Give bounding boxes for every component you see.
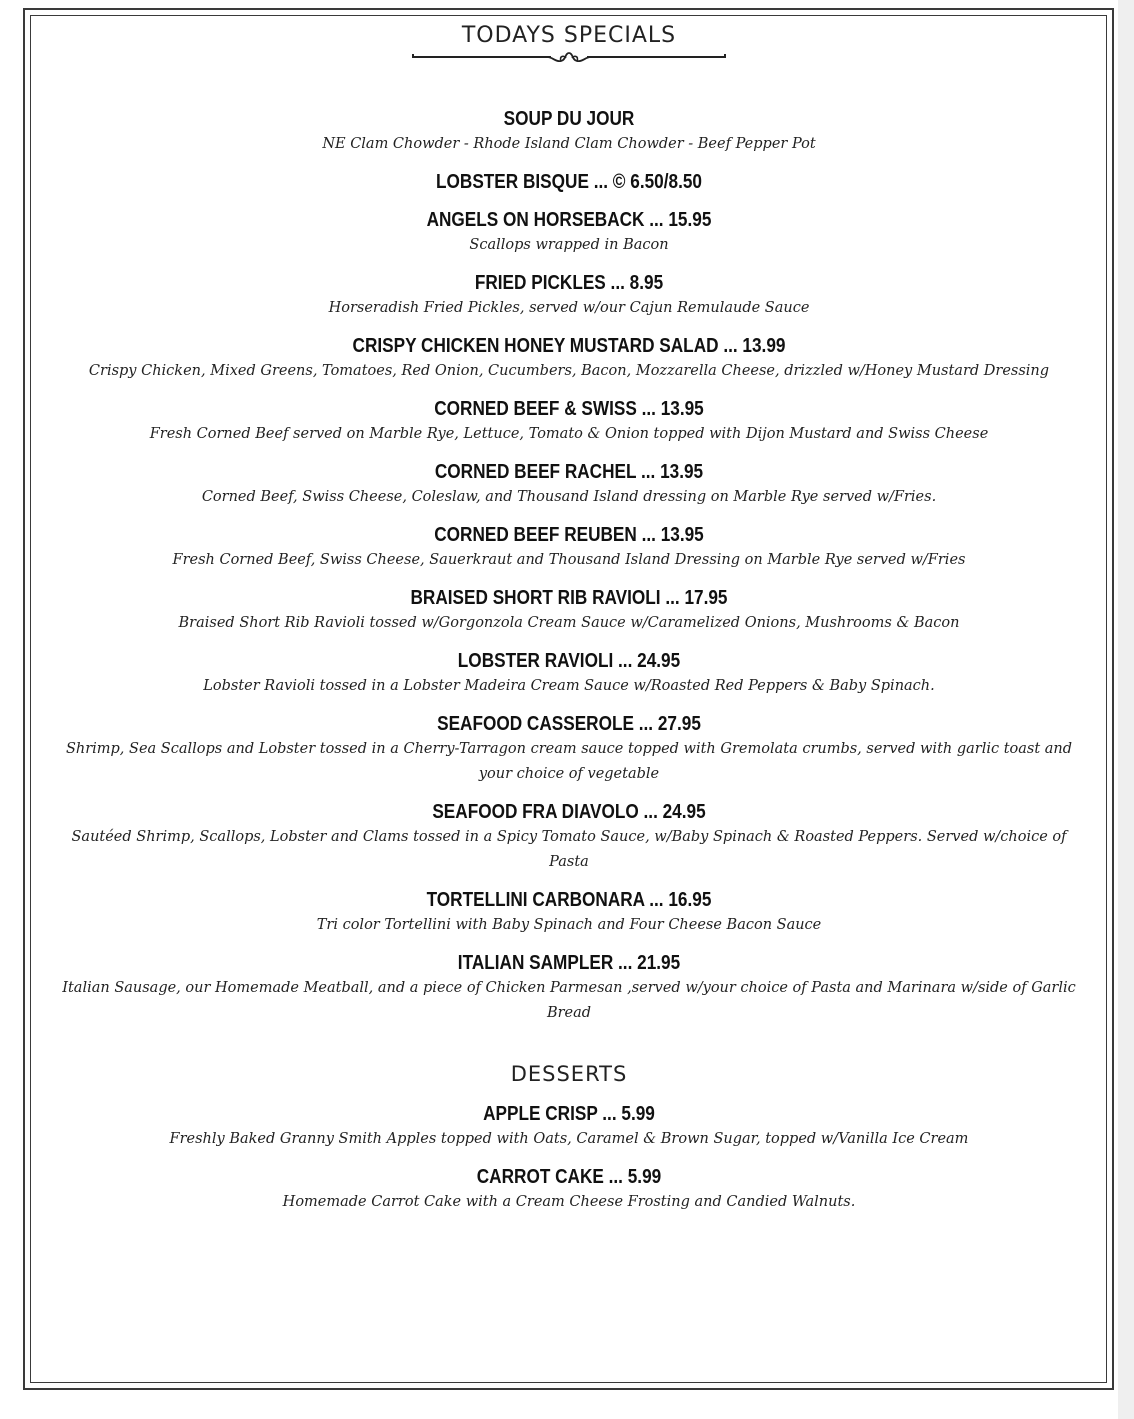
menu-item-description: Homemade Carrot Cake with a Cream Cheese Frosting and Candied Walnuts. (282, 1194, 856, 1210)
menu-item (40, 950, 1098, 1026)
menu-item-description: Lobster Ravioli tossed in a Lobster Madeira Cream Sauce w/Roasted Red Peppers & Baby Spinach. (203, 678, 935, 694)
menu-item-description: Shrimp, Sea Scallops and Lobster tossed in a Cherry-Tarragon cream sauce topped with Gremolata crumbs, served with garlic toast and your choice of vegetable (65, 741, 1073, 782)
menu-item-name: CARROT CAKE ... 5.99 (476, 1166, 662, 1188)
desserts-title: DESSERTS (510, 1062, 628, 1086)
menu-content (40, 0, 1098, 1227)
menu-item-description: Fresh Corned Beef, Swiss Cheese, Sauerkraut and Thousand Island Dressing on Marble Rye served w/Fries (172, 552, 966, 568)
menu-item-description: Corned Beef, Swiss Cheese, Coleslaw, and Thousand Island dressing on Marble Rye served w/Fries. (201, 489, 937, 505)
menu-item (40, 1101, 1098, 1152)
menu-item-description: Crispy Chicken, Mixed Greens, Tomatoes, Red Onion, Cucumbers, Bacon, Mozzarella Cheese, drizzled w/Honey Mustard Dressing (88, 363, 1050, 379)
flourish-ornament-icon (411, 50, 727, 64)
menu-item-description: Freshly Baked Granny Smith Apples topped with Oats, Caramel & Brown Sugar, topped w/Vanilla Ice Cream (169, 1131, 969, 1147)
menu-item-name: LOBSTER BISQUE ... © 6.50/8.50 (436, 171, 702, 193)
menu-item (40, 1164, 1098, 1215)
menu-item-description: Braised Short Rib Ravioli tossed w/Gorgonzola Cream Sauce w/Caramelized Onions, Mushrooms & Bacon (178, 615, 960, 631)
menu-item (40, 333, 1098, 384)
menu-item (40, 648, 1098, 699)
menu-item (40, 522, 1098, 573)
menu-item-name: FRIED PICKLES ... 8.95 (474, 272, 664, 294)
desserts-list (40, 1101, 1098, 1215)
menu-item (40, 169, 1098, 195)
menu-item (40, 459, 1098, 510)
menu-item-name: LOBSTER RAVIOLI ... 24.95 (457, 650, 681, 672)
menu-item-name: ANGELS ON HORSEBACK ... 15.95 (426, 209, 712, 231)
menu-item (40, 270, 1098, 321)
specials-list (40, 106, 1098, 1026)
menu-item (40, 887, 1098, 938)
menu-item (40, 711, 1098, 787)
menu-item-description: Italian Sausage, our Homemade Meatball, and a piece of Chicken Parmesan ,served w/your choice of Pasta and Marinara w/side of Garlic Bread (62, 980, 1076, 1021)
menu-item-description: Scallops wrapped in Bacon (469, 237, 669, 253)
menu-item-description: NE Clam Chowder - Rhode Island Clam Chowder - Beef Pepper Pot (322, 136, 816, 152)
menu-item (40, 106, 1098, 157)
menu-item-name: ITALIAN SAMPLER ... 21.95 (457, 952, 681, 974)
menu-item (40, 207, 1098, 258)
menu-item-name: SEAFOOD CASSEROLE ... 27.95 (437, 713, 701, 735)
menu-item-description: Fresh Corned Beef served on Marble Rye, Lettuce, Tomato & Onion topped with Dijon Mustard and Swiss Cheese (149, 426, 989, 442)
menu-item (40, 799, 1098, 875)
menu-item-name: CORNED BEEF REUBEN ... 13.95 (434, 524, 704, 546)
specials-title: TODAYS SPECIALS (461, 23, 677, 48)
menu-item-name: SEAFOOD FRA DIAVOLO ... 24.95 (432, 801, 706, 823)
menu-item-name: APPLE CRISP ... 5.99 (483, 1103, 655, 1125)
menu-item-description: Sautéed Shrimp, Scallops, Lobster and Clams tossed in a Spicy Tomato Sauce, w/Baby Spinach & Roasted Peppers. Served w/choice of Pasta (71, 829, 1067, 870)
menu-item-name: TORTELLINI CARBONARA ... 16.95 (426, 889, 712, 911)
menu-item-description: Horseradish Fried Pickles, served w/our Cajun Remulaude Sauce (328, 300, 810, 316)
menu-item-name: CORNED BEEF & SWISS ... 13.95 (434, 398, 704, 420)
menu-item-name: CORNED BEEF RACHEL ... 13.95 (434, 461, 704, 483)
menu-item-description: Tri color Tortellini with Baby Spinach and Four Cheese Bacon Sauce (316, 917, 822, 933)
menu-item (40, 396, 1098, 447)
menu-item-name: BRAISED SHORT RIB RAVIOLI ... 17.95 (410, 587, 728, 609)
menu-item-name: CRISPY CHICKEN HONEY MUSTARD SALAD ... 13.99 (352, 335, 786, 357)
menu-item-name: SOUP DU JOUR (503, 108, 635, 130)
menu-item (40, 585, 1098, 636)
page-edge-strip (1118, 0, 1134, 1419)
